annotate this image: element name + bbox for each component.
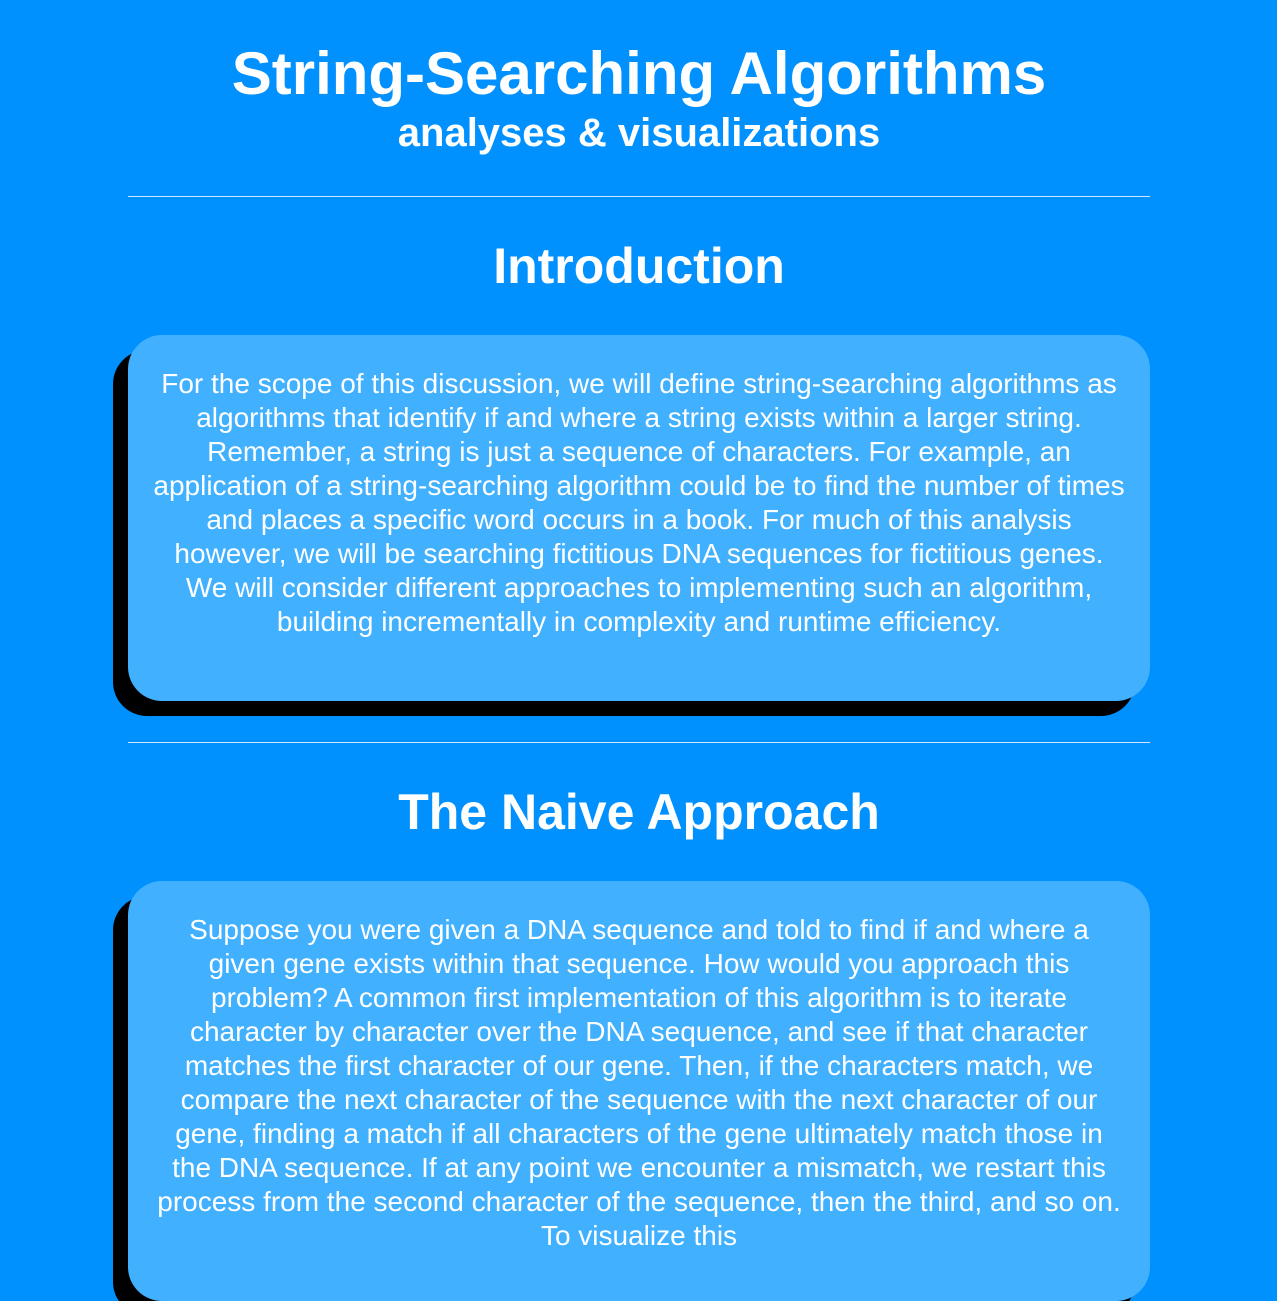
introduction-card: [128, 335, 1150, 701]
section-heading-introduction: Introduction: [493, 238, 785, 294]
page-title: String-Searching Algorithms: [231, 40, 1047, 107]
divider-top: [128, 196, 1150, 197]
naive-approach-card: [128, 881, 1150, 1301]
section-heading-naive-approach: The Naive Approach: [398, 784, 880, 840]
introduction-text: For the scope of this discussion, we will define string-searching algorithms as algorithms that identify if and where a string exists within a larger string. Remember, a string is just a sequence of characters. For example, an application of a string-searching algorithm could be to find the number of times and places a specific word occurs in a book. For much of this analysis however, we will be searching fictitious DNA sequences for fictitious genes. We will consider different approaches to implementing such an algorithm, building incrementally in complexity and runtime efficiency.: [153, 368, 1125, 637]
naive-approach-text: Suppose you were given a DNA sequence and told to find if and where a given gene exists within that sequence. How would you approach this problem? A common first implementation of this algorithm is to iterate character by character over the DNA sequence, and see if that character matches the first character of our gene. Then, if the characters match, we compare the next character of the sequence with the next character of our gene, finding a match if all characters of the gene ultimately match those in the DNA sequence. If at any point we encounter a mismatch, we restart this process from the second character of the sequence, then the third, and so on. To visualize this: [157, 914, 1121, 1251]
divider-middle: [128, 742, 1150, 743]
page-subtitle: analyses & visualizations: [397, 111, 881, 155]
